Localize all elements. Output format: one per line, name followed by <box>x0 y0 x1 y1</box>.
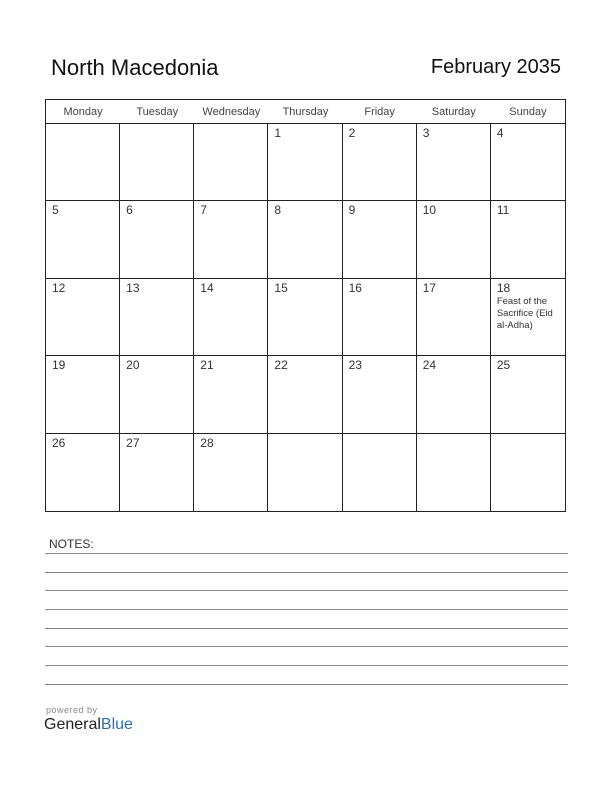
day-number: 17 <box>422 280 437 295</box>
day-cell <box>491 434 565 511</box>
day-number: 9 <box>348 203 356 218</box>
day-cell <box>491 356 565 433</box>
day-number: 14 <box>200 280 214 295</box>
weekday-header: Saturday <box>417 100 491 124</box>
day-number: 7 <box>200 203 207 218</box>
weekday-header: Sunday <box>491 100 565 124</box>
brand-blue: Blue <box>100 716 133 733</box>
day-number: 19 <box>52 358 66 373</box>
day-cell <box>417 279 491 356</box>
day-cell <box>46 201 120 278</box>
day-number: 15 <box>274 280 288 295</box>
day-number: 18 <box>496 280 511 295</box>
note-line <box>45 628 568 629</box>
day-cell <box>491 201 565 278</box>
day-cell <box>268 434 342 511</box>
day-number: 20 <box>126 358 140 373</box>
day-cell <box>194 201 268 278</box>
notes-label: NOTES: <box>49 537 94 551</box>
day-number: 26 <box>52 435 66 450</box>
note-line <box>45 590 568 591</box>
month-title: February 2035 <box>430 56 561 78</box>
day-cell <box>268 356 342 433</box>
day-number: 25 <box>496 358 511 373</box>
day-cell <box>417 356 491 433</box>
day-cell <box>120 124 194 201</box>
day-cell <box>268 124 342 201</box>
day-cell <box>343 434 417 511</box>
day-number: 6 <box>126 203 133 218</box>
day-cell <box>268 279 342 356</box>
day-cell <box>194 356 268 433</box>
brand-general: General <box>44 716 101 733</box>
weekday-header: Friday <box>343 100 417 124</box>
day-number: 22 <box>274 358 288 373</box>
day-number: 24 <box>422 358 437 373</box>
day-cell <box>120 356 194 433</box>
weekday-header: Thursday <box>268 100 342 124</box>
weekday-header: Wednesday <box>194 100 268 124</box>
day-cell <box>343 201 417 278</box>
day-number: 8 <box>274 203 282 218</box>
day-number: 16 <box>348 280 362 295</box>
day-cell <box>46 279 120 356</box>
note-line <box>45 665 568 666</box>
note-line <box>45 684 568 685</box>
day-cell <box>417 124 491 201</box>
day-cell <box>343 356 417 433</box>
day-cell <box>268 201 342 278</box>
day-cell <box>491 279 565 356</box>
day-number: 4 <box>496 126 504 140</box>
note-line <box>45 609 568 610</box>
weekday-header: Monday <box>46 100 120 124</box>
day-number: 12 <box>52 280 66 295</box>
day-cell <box>46 434 120 511</box>
day-number: 13 <box>126 280 140 295</box>
day-cell <box>120 434 194 511</box>
day-number: 2 <box>348 126 356 140</box>
day-number: 27 <box>126 435 140 450</box>
day-number: 21 <box>200 358 214 373</box>
brand-logo <box>44 716 133 734</box>
day-number: 10 <box>422 203 437 218</box>
country-title: North Macedonia <box>51 55 219 80</box>
day-cell <box>194 434 268 511</box>
day-cell <box>120 201 194 278</box>
day-cell <box>343 279 417 356</box>
day-number: 3 <box>422 126 430 140</box>
day-cell <box>120 279 194 356</box>
day-number: 28 <box>200 435 214 450</box>
day-number: 1 <box>274 126 282 140</box>
note-line <box>45 553 568 554</box>
note-line <box>45 646 568 647</box>
powered-by-text: powered by <box>46 705 98 715</box>
day-cell <box>491 124 565 201</box>
calendar-grid <box>45 99 566 512</box>
weekday-header: Tuesday <box>120 100 194 124</box>
day-number: 5 <box>52 203 59 218</box>
day-cell <box>194 124 268 201</box>
day-cell <box>417 434 491 511</box>
day-cell <box>417 201 491 278</box>
day-number: 23 <box>348 358 362 373</box>
day-cell <box>46 124 120 201</box>
day-cell <box>46 356 120 433</box>
day-cell <box>343 124 417 201</box>
holiday-label: Feast of the Sacrifice (Eid al-Adha) <box>496 295 553 331</box>
day-number: 11 <box>496 203 510 218</box>
note-line <box>45 572 568 573</box>
day-cell <box>194 279 268 356</box>
